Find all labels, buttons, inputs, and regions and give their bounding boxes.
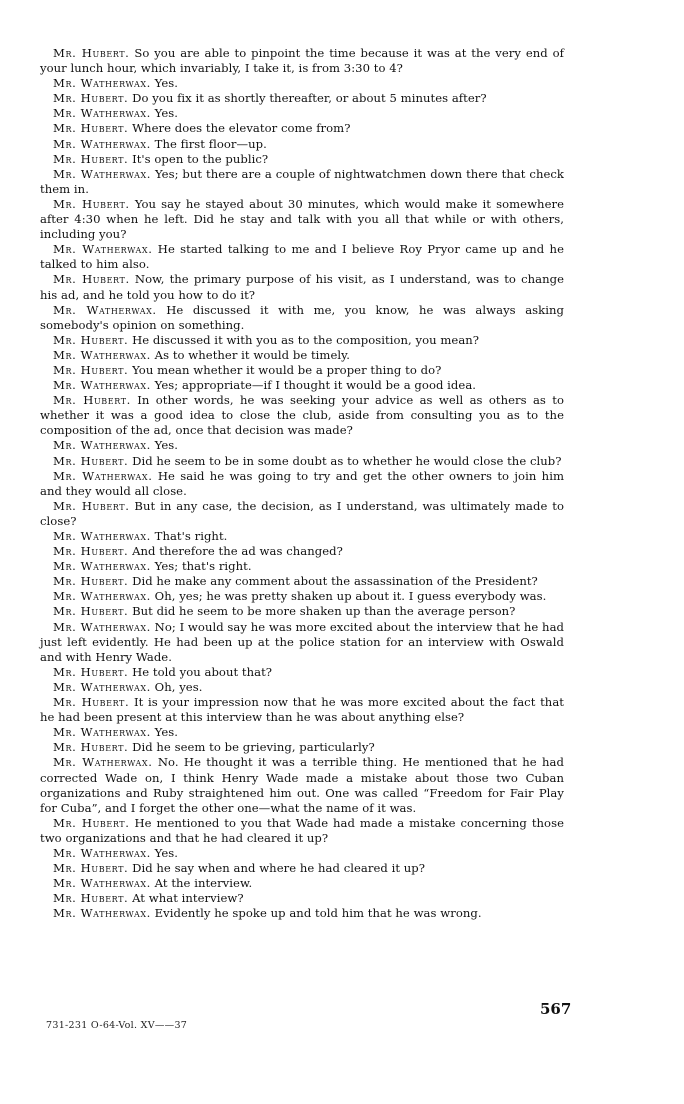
speech-text: Do you fix it as shortly thereafter, or about 5 minutes after? bbox=[132, 91, 487, 106]
speaker-name: Mr. Watherwax. bbox=[53, 76, 151, 91]
speech-text: No. He thought it was a terrible thing. He mentioned that he had corrected Wade on, I think Henry Wade made a mistake about those two Cuban organizations and Ruby straightened him out. One was called “Freedom for Fair Play for Cuba”, and I forget the other one—what the name of it was. bbox=[40, 755, 564, 815]
speech-text: It's open to the public? bbox=[132, 151, 269, 166]
speech-text: Yes; that's right. bbox=[154, 559, 252, 574]
speech-text: He told you about that? bbox=[132, 664, 273, 679]
speech-text: Did he say when and where he had cleared it up? bbox=[132, 861, 426, 876]
speaker-name: Mr. Watherwax. bbox=[53, 468, 153, 483]
speaker-name: Mr. Hubert. bbox=[53, 332, 129, 347]
speech-text: Evidently he spoke up and told him that he was wrong. bbox=[154, 906, 482, 921]
speech-text: He said he was going to try and get the other owners to join him and they would all close. bbox=[40, 468, 565, 498]
speaker-name: Mr. Hubert. bbox=[53, 91, 129, 106]
testimony-paragraph bbox=[40, 876, 564, 891]
speech-text: Yes; but there are a couple of nightwatchmen down there that check them in. bbox=[40, 166, 564, 196]
testimony-paragraph bbox=[40, 348, 564, 363]
speech-text: Yes. bbox=[154, 438, 178, 453]
speaker-name: Mr. Hubert. bbox=[53, 272, 130, 287]
speaker-name: Mr. Watherwax. bbox=[53, 136, 151, 151]
testimony-paragraph bbox=[40, 891, 564, 906]
speech-text: At what interview? bbox=[132, 891, 244, 906]
speech-text: Now, the primary purpose of his visit, as I understand, was to change his ad, and he told you how to do it? bbox=[40, 272, 564, 302]
testimony-paragraph bbox=[40, 137, 564, 152]
speaker-name: Mr. Watherwax. bbox=[53, 529, 151, 543]
speaker-name: Mr. Watherwax. bbox=[53, 166, 152, 181]
speaker-name: Mr. Watherwax. bbox=[53, 755, 153, 770]
speaker-name: Mr. Hubert. bbox=[53, 861, 129, 876]
testimony-paragraph bbox=[40, 589, 564, 604]
testimony-paragraph bbox=[40, 378, 564, 393]
speech-text: Oh, yes; he was pretty shaken up about it. I guess everybody was. bbox=[154, 589, 547, 604]
speech-text: Where does the elevator come from? bbox=[132, 121, 351, 136]
testimony-text bbox=[40, 46, 564, 921]
testimony-paragraph bbox=[40, 242, 564, 272]
speaker-name: Mr. Watherwax. bbox=[53, 242, 153, 257]
speech-text: No; I would say he was more excited about the interview that he had just left evidently. He had been up at the police station for an interview with Oswald and with Henry Wade. bbox=[40, 619, 565, 664]
page-number: 567 bbox=[540, 1000, 572, 1018]
speaker-name: Mr. Hubert. bbox=[53, 121, 129, 136]
speaker-name: Mr. Watherwax. bbox=[53, 679, 151, 694]
testimony-paragraph bbox=[40, 574, 564, 589]
testimony-paragraph bbox=[40, 755, 564, 815]
speaker-name: Mr. Watherwax. bbox=[53, 302, 157, 317]
speaker-name: Mr. Watherwax. bbox=[53, 725, 151, 740]
testimony-paragraph bbox=[40, 469, 564, 499]
testimony-paragraph bbox=[40, 438, 564, 453]
testimony-paragraph bbox=[40, 499, 564, 529]
speaker-name: Mr. Hubert. bbox=[53, 695, 130, 710]
speech-text: Did he make any comment about the assassination of the President? bbox=[132, 574, 538, 589]
speaker-name: Mr. Hubert. bbox=[53, 151, 129, 166]
testimony-paragraph bbox=[40, 861, 564, 876]
speech-text: He mentioned to you that Wade had made a mistake concerning those two organizations and that he had cleared it up? bbox=[40, 815, 564, 845]
speech-text: It is your impression now that he was more excited about the fact that he had been present at this interview than he was about anything else? bbox=[40, 695, 564, 725]
speech-text: Yes. bbox=[154, 76, 178, 91]
speech-text: Did he seem to be grieving, particularly? bbox=[132, 740, 375, 755]
testimony-paragraph bbox=[40, 393, 564, 438]
speaker-name: Mr. Watherwax. bbox=[53, 559, 151, 574]
speech-text: He started talking to me and I believe Roy Pryor came up and he talked to him also. bbox=[40, 242, 564, 272]
speech-text: You say he stayed about 30 minutes, which would make it somewhere after 4:30 when he left. Did he stay and talk with you all that while or with others, including you? bbox=[40, 196, 564, 242]
speech-text: Yes. bbox=[154, 725, 178, 740]
speaker-name: Mr. Watherwax. bbox=[53, 876, 151, 891]
testimony-paragraph bbox=[40, 454, 564, 469]
speech-text: Yes; appropriate—if I thought it would be a good idea. bbox=[154, 378, 477, 393]
speaker-name: Mr. Watherwax. bbox=[53, 589, 151, 604]
speech-text: But did he seem to be more shaken up than the average person? bbox=[132, 604, 516, 619]
speaker-name: Mr. Hubert. bbox=[53, 574, 129, 589]
speech-text: In other words, he was seeking your advice as well as others as to whether it was a good idea to close the club, aside from consulting you as to the composition of the ad, once that decision was made? bbox=[40, 393, 564, 438]
testimony-paragraph bbox=[40, 46, 564, 76]
speech-text: At the interview. bbox=[154, 876, 253, 891]
speaker-name: Mr. Hubert. bbox=[53, 544, 129, 559]
speaker-name: Mr. Hubert. bbox=[53, 196, 130, 211]
testimony-paragraph bbox=[40, 846, 564, 861]
testimony-paragraph bbox=[40, 272, 564, 302]
testimony-paragraph bbox=[40, 333, 564, 348]
testimony-paragraph bbox=[40, 725, 564, 740]
speech-text: And therefore the ad was changed? bbox=[132, 544, 343, 559]
speaker-name: Mr. Hubert. bbox=[53, 393, 131, 408]
speech-text: You mean whether it would be a proper thing to do? bbox=[132, 362, 442, 377]
speaker-name: Mr. Hubert. bbox=[53, 891, 129, 906]
testimony-paragraph bbox=[40, 695, 564, 725]
speaker-name: Mr. Hubert. bbox=[53, 453, 129, 468]
speaker-name: Mr. Hubert. bbox=[53, 740, 129, 755]
speaker-name: Mr. Watherwax. bbox=[53, 438, 151, 453]
testimony-paragraph bbox=[40, 620, 564, 665]
speech-text: Oh, yes. bbox=[154, 679, 203, 694]
testimony-paragraph bbox=[40, 604, 564, 619]
speaker-name: Mr. Hubert. bbox=[53, 46, 130, 60]
speech-text: But in any case, the decision, as I understand, was ultimately made to close? bbox=[40, 498, 564, 528]
speech-text: That's right. bbox=[154, 529, 228, 543]
speech-text: Yes. bbox=[154, 845, 178, 860]
speech-text: So you are able to pinpoint the time because it was at the very end of your lunch hour, which invariably, I take it, is from 3:30 to 4? bbox=[40, 46, 564, 76]
speaker-name: Mr. Watherwax. bbox=[53, 906, 151, 921]
speaker-name: Mr. Hubert. bbox=[53, 362, 129, 377]
testimony-paragraph bbox=[40, 76, 564, 91]
testimony-paragraph bbox=[40, 906, 564, 921]
testimony-paragraph bbox=[40, 106, 564, 121]
testimony-paragraph bbox=[40, 167, 564, 197]
footer-print-code: 731-231 O-64-Vol. XV——37 bbox=[46, 1020, 188, 1031]
speaker-name: Mr. Hubert. bbox=[53, 815, 130, 830]
speaker-name: Mr. Hubert. bbox=[53, 498, 130, 513]
speaker-name: Mr. Hubert. bbox=[53, 604, 129, 619]
testimony-paragraph bbox=[40, 544, 564, 559]
speaker-name: Mr. Hubert. bbox=[53, 664, 129, 679]
speech-text: The first floor—up. bbox=[154, 136, 267, 151]
speech-text: Yes. bbox=[154, 106, 178, 121]
testimony-paragraph bbox=[40, 816, 564, 846]
testimony-paragraph bbox=[40, 121, 564, 136]
testimony-paragraph bbox=[40, 363, 564, 378]
testimony-paragraph bbox=[40, 529, 564, 544]
speech-text: Did he seem to be in some doubt as to whether he would close the club? bbox=[132, 453, 562, 468]
testimony-paragraph bbox=[40, 152, 564, 167]
testimony-paragraph bbox=[40, 197, 564, 242]
testimony-paragraph bbox=[40, 91, 564, 106]
testimony-paragraph bbox=[40, 665, 564, 680]
speaker-name: Mr. Watherwax. bbox=[53, 619, 151, 634]
speaker-name: Mr. Watherwax. bbox=[53, 845, 151, 860]
speaker-name: Mr. Watherwax. bbox=[53, 378, 151, 393]
speech-text: As to whether it would be timely. bbox=[154, 347, 350, 362]
testimony-paragraph bbox=[40, 740, 564, 755]
testimony-paragraph bbox=[40, 559, 564, 574]
speaker-name: Mr. Watherwax. bbox=[53, 347, 151, 362]
speaker-name: Mr. Watherwax. bbox=[53, 106, 151, 121]
speech-text: He discussed it with me, you know, he was always asking somebody's opinion on something. bbox=[40, 302, 565, 332]
testimony-paragraph bbox=[40, 680, 564, 695]
speech-text: He discussed it with you as to the composition, you mean? bbox=[132, 332, 480, 347]
testimony-paragraph bbox=[40, 303, 564, 333]
